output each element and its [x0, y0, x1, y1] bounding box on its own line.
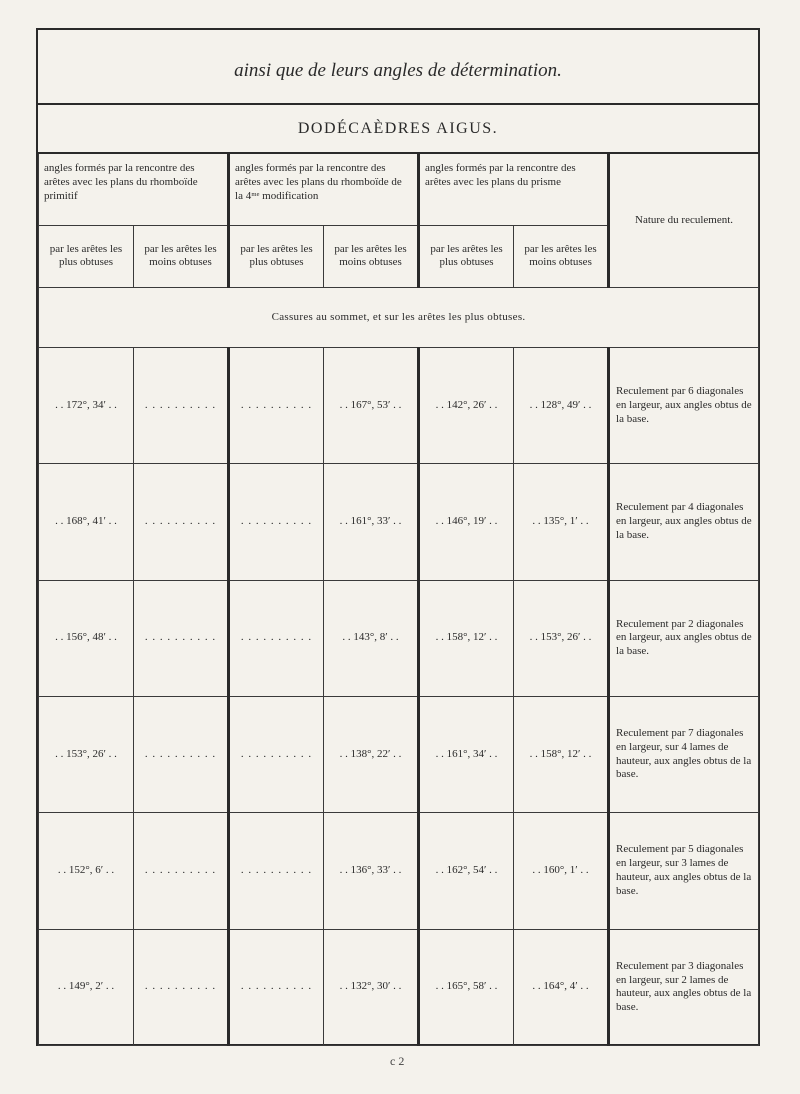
cell: . . 143°, 8′ . . [324, 580, 419, 696]
table-row [39, 929, 759, 1045]
group-header-modification: angles formés par la rencontre des arêtes avec les plans du rhomboïde de la 4ᵐᵉ modification [229, 153, 419, 225]
cell: . . . . . . . . . . [229, 464, 324, 580]
cell: . . 132°, 30′ . . [324, 929, 419, 1045]
cell: . . . . . . . . . . [134, 929, 229, 1045]
reculement-description: Reculement par 6 diagonales en largeur, aux angles obtus de la base. [609, 348, 759, 464]
sub-header: par les arêtes les plus obtuses [229, 225, 324, 287]
page-frame [36, 28, 760, 1046]
cell: . . 153°, 26′ . . [514, 580, 609, 696]
cell: . . 162°, 54′ . . [419, 813, 514, 929]
cell: . . 167°, 53′ . . [324, 348, 419, 464]
reculement-description: Reculement par 4 diagonales en largeur, aux angles obtus de la base. [609, 464, 759, 580]
cell: . . . . . . . . . . [134, 580, 229, 696]
sub-header: par les arêtes les moins obtuses [514, 225, 609, 287]
group-header-prisme: angles formés par la rencontre des arêtes avec les plans du prisme [419, 153, 609, 225]
sub-header: par les arêtes les plus obtuses [419, 225, 514, 287]
cell: . . 152°, 6′ . . [39, 813, 134, 929]
cell: . . 160°, 1′ . . [514, 813, 609, 929]
table-row [39, 813, 759, 929]
cell: . . . . . . . . . . [229, 929, 324, 1045]
nature-header: Nature du reculement. [609, 153, 759, 287]
cell: . . . . . . . . . . [229, 348, 324, 464]
sub-header: par les arêtes les plus obtuses [39, 225, 134, 287]
cell: . . 149°, 2′ . . [39, 929, 134, 1045]
reculement-description: Reculement par 5 diagonales en largeur, sur 3 lames de hauteur, aux angles obtus de la base. [609, 813, 759, 929]
top-rule [38, 103, 758, 105]
cell: . . 158°, 12′ . . [419, 580, 514, 696]
angles-table [38, 152, 759, 1046]
running-title: ainsi que de leurs angles de détermination. [234, 60, 562, 81]
cell: . . 158°, 12′ . . [514, 696, 609, 812]
cell: . . . . . . . . . . [134, 348, 229, 464]
table-row [39, 464, 759, 580]
reculement-description: Reculement par 2 diagonales en largeur, aux angles obtus de la base. [609, 580, 759, 696]
table-row [39, 696, 759, 812]
table-row [39, 580, 759, 696]
cell: . . 161°, 33′ . . [324, 464, 419, 580]
sub-header: par les arêtes les moins obtuses [134, 225, 229, 287]
cell: . . 172°, 34′ . . [39, 348, 134, 464]
group-header-row [39, 153, 759, 225]
section-row [39, 287, 759, 347]
cell: . . 146°, 19′ . . [419, 464, 514, 580]
cell: . . . . . . . . . . [134, 813, 229, 929]
reculement-description: Reculement par 3 diagonales en largeur, sur 2 lames de hauteur, aux angles obtus de la base. [609, 929, 759, 1045]
cell: . . 168°, 41′ . . [39, 464, 134, 580]
cell: . . . . . . . . . . [134, 696, 229, 812]
cell: . . 128°, 49′ . . [514, 348, 609, 464]
sub-header: par les arêtes les moins obtuses [324, 225, 419, 287]
cell: . . 153°, 26′ . . [39, 696, 134, 812]
signature-mark: c 2 [390, 1054, 405, 1068]
cell: . . 142°, 26′ . . [419, 348, 514, 464]
group-header-primitif: angles formés par la rencontre des arêtes avec les plans du rhomboïde primitif [39, 153, 229, 225]
cell: . . . . . . . . . . [229, 813, 324, 929]
cell: . . 156°, 48′ . . [39, 580, 134, 696]
table-row [39, 348, 759, 464]
cell: . . . . . . . . . . [229, 696, 324, 812]
cell: . . 165°, 58′ . . [419, 929, 514, 1045]
reculement-description: Reculement par 7 diagonales en largeur, sur 4 lames de hauteur, aux angles obtus de la base. [609, 696, 759, 812]
cell: . . 135°, 1′ . . [514, 464, 609, 580]
cell: . . 138°, 22′ . . [324, 696, 419, 812]
cell: . . 164°, 4′ . . [514, 929, 609, 1045]
table-title: DODÉCAÈDRES AIGUS. [297, 120, 499, 137]
cell: . . 161°, 34′ . . [419, 696, 514, 812]
cell: . . . . . . . . . . [229, 580, 324, 696]
cell: . . . . . . . . . . [134, 464, 229, 580]
cell: . . 136°, 33′ . . [324, 813, 419, 929]
section-title: Cassures au sommet, et sur les arêtes les plus obtuses. [39, 287, 759, 347]
